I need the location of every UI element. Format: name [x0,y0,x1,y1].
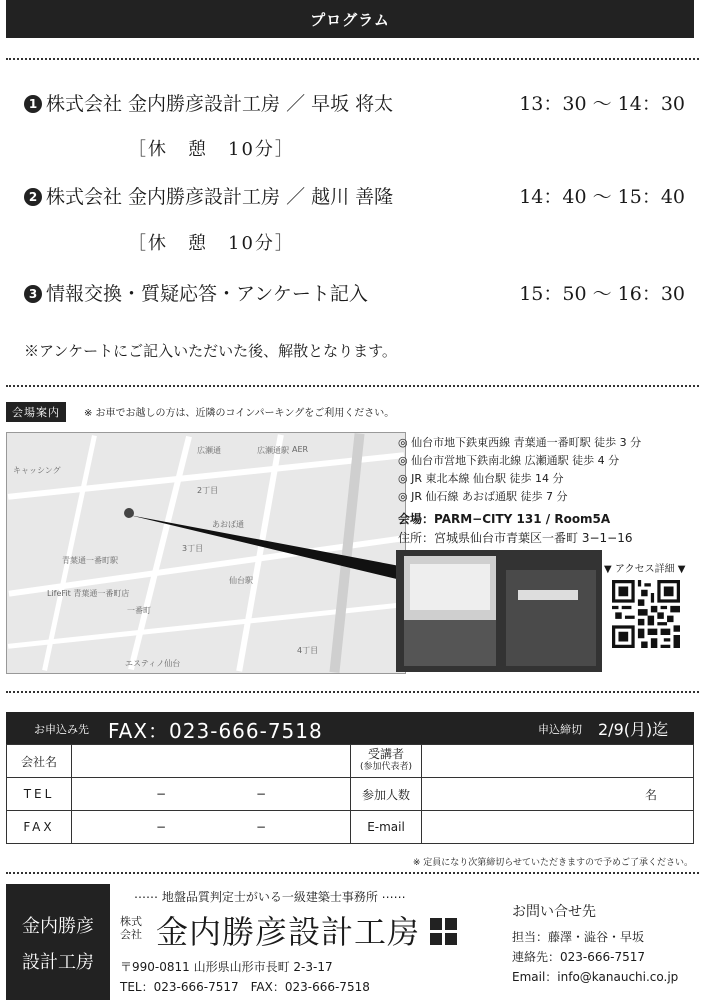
venue-name: 会場：PARM−CITY 131 / Room5A [398,512,611,526]
company-name: 金内勝彦設計工房 [156,913,421,951]
parking-note: ※ お車でお越しの方は、近隣のコインパーキングをご利用ください。 [84,408,395,419]
application-form [6,744,694,844]
program-time: 15：50 〜 16：30 [519,283,685,305]
company-type: 株式 会社 [120,915,142,941]
contact-title: お問い合せ先 [512,904,596,920]
apply-label: お申込み先 [34,723,89,736]
email-field[interactable] [422,811,694,844]
company-logo: 金内勝彦 設計工房 [6,884,110,1000]
program-note: ※アンケートにご記入いただいた後、解散となります。 [24,342,397,360]
count-label: 参加人数 [351,778,422,811]
count-field[interactable]: 名 [422,778,694,811]
program-header: プログラム [6,0,694,38]
deadline-label: 申込締切 [538,723,582,736]
program-item-2 [24,182,685,209]
number-badge: 3 [24,285,42,303]
divider [6,691,699,693]
fax-number: FAX：023-666-7518 [108,719,323,743]
venue-photo [396,550,602,672]
divider [6,385,699,387]
number-badge: 2 [24,188,42,206]
access-line-2: ◎ 仙台市営地下鉄南北線 広瀬通駅 徒歩 4 分 [398,454,620,467]
access-detail-label: ▼ アクセス詳細 ▼ [604,564,686,575]
tel-field[interactable]: − − [72,778,351,811]
form-header [6,712,694,744]
program-item-3 [24,279,685,306]
company-field[interactable] [72,745,351,778]
contact-email[interactable]: Email：info@kanauchi.co.jp [512,970,679,984]
company-label: 会社名 [7,745,72,778]
venue-map[interactable]: 広瀬通 広瀬通駅 AER キャッシング 青葉通一番町駅 あおば通 一番町 仙台駅 LifeFit 青葉通一番町店 エスティノ仙台 2丁目 3丁目 4丁目 [6,432,406,674]
attendee-label: 受講者 (参加代表者) [351,745,422,778]
number-badge: 1 [24,95,42,113]
deadline-date: 2/9(月)迄 [598,720,669,739]
access-line-4: ◎ JR 仙石線 あおば通駅 徒歩 7 分 [398,490,568,503]
access-line-3: ◎ JR 東北本線 仙台駅 徒歩 14 分 [398,472,564,485]
program-time: 13：30 〜 14：30 [519,93,685,115]
program-item-1 [24,89,685,116]
email-label: E-mail [351,811,422,844]
divider [6,58,699,60]
break-1: ［休 憩 10分］ [128,139,295,160]
venue-address: 住所：宮城県仙台市青葉区一番町 3−1−16 [398,531,633,545]
access-line-1: ◎ 仙台市地下鉄東西線 青葉通一番町駅 徒歩 3 分 [398,436,642,449]
venue-label: 会場案内 [6,402,66,422]
tagline: ⋯⋯ 地盤品質判定士がいる一級建築士事務所 ⋯⋯ [134,890,406,904]
program-time: 14：40 〜 15：40 [519,186,685,208]
logo-squares-icon [430,918,458,946]
tel-label: TEL [7,778,72,811]
break-2: ［休 憩 10分］ [128,233,295,254]
attendee-field[interactable] [422,745,694,778]
program-text: 情報交換・質疑応答・アンケート記入 [46,283,368,305]
qr-code-icon[interactable] [612,580,680,648]
fax-field[interactable]: − − [72,811,351,844]
company-address: 〒990-0811 山形県山形市長町 2-3-17 [120,960,333,974]
program-text: 株式会社 金内勝彦設計工房 ／ 早坂 将太 [46,93,394,115]
contact-tel: 連絡先：023-666-7517 [512,950,646,964]
program-text: 株式会社 金内勝彦設計工房 ／ 越川 善隆 [46,186,394,208]
company-tel-fax: TEL：023-666-7517 FAX：023-666-7518 [120,980,370,994]
divider [6,872,699,874]
map-pointer [7,433,405,673]
capacity-note: ※ 定員になり次第締切らせていただきますので予めご了承ください。 [412,858,693,868]
contact-person: 担当：藤澤・澁谷・早坂 [512,930,645,944]
fax-label: FAX [7,811,72,844]
